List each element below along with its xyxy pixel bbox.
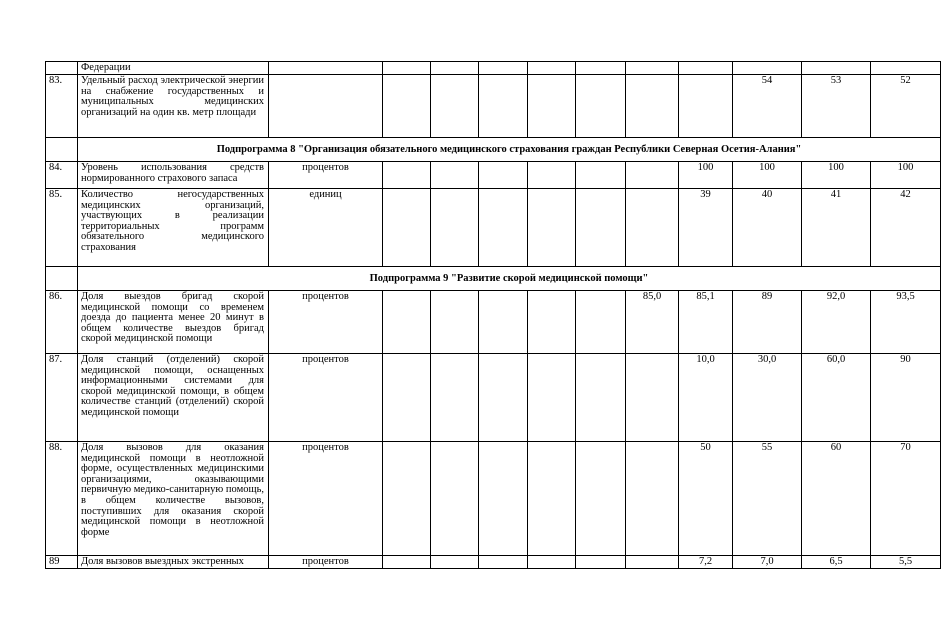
value-cell xyxy=(576,291,626,354)
value-cell xyxy=(383,162,431,189)
value-cell xyxy=(576,62,626,75)
value-cell xyxy=(528,75,576,138)
value-cell: 10,0 xyxy=(679,354,733,442)
value-cell xyxy=(479,162,528,189)
value-cell xyxy=(626,442,679,556)
value-cell xyxy=(431,75,479,138)
value-cell xyxy=(576,75,626,138)
value-cell xyxy=(528,442,576,556)
value-cell xyxy=(576,556,626,569)
value-cell: 89 xyxy=(733,291,802,354)
row-number xyxy=(46,62,78,75)
indicator-description: Доля станций (отделений) скорой медицинской помощи, оснащенных информационными системами для скорой медицинской помощи, в общем количестве станций (отделений) скорой медицинской помощи xyxy=(78,354,269,442)
value-cell xyxy=(479,291,528,354)
value-cell: 52 xyxy=(871,75,941,138)
indicator-description: Уровень использования средств нормированного страхового запаса xyxy=(78,162,269,189)
value-cell xyxy=(431,556,479,569)
value-cell xyxy=(383,556,431,569)
value-cell xyxy=(626,62,679,75)
subprogram-empty-cell xyxy=(46,267,78,291)
table-row xyxy=(46,556,941,569)
value-cell xyxy=(528,354,576,442)
table-row xyxy=(46,291,941,354)
value-cell: 55 xyxy=(733,442,802,556)
value-cell xyxy=(626,354,679,442)
value-cell xyxy=(528,62,576,75)
subprogram-title: Подпрограмма 9 "Развитие скорой медицинской помощи" xyxy=(78,267,941,291)
value-cell: 50 xyxy=(679,442,733,556)
indicator-description: Федерации xyxy=(78,62,269,75)
value-cell: 6,5 xyxy=(802,556,871,569)
value-cell: 100 xyxy=(679,162,733,189)
value-cell xyxy=(626,162,679,189)
value-cell: 85,1 xyxy=(679,291,733,354)
value-cell: 60 xyxy=(802,442,871,556)
table-row xyxy=(46,162,941,189)
unit-cell: процентов xyxy=(269,442,383,556)
subprogram-row xyxy=(46,138,941,162)
table-row xyxy=(46,189,941,267)
indicator-description: Количество негосударственных медицинских организаций, участвующих в реализации территориальных программ обязательного медицинского страхования xyxy=(78,189,269,267)
value-cell xyxy=(479,62,528,75)
value-cell xyxy=(383,291,431,354)
value-cell: 53 xyxy=(802,75,871,138)
indicator-description: Доля вызовов выездных экстренных xyxy=(78,556,269,569)
row-number: 89 xyxy=(46,556,78,569)
value-cell xyxy=(383,62,431,75)
row-number: 83. xyxy=(46,75,78,138)
value-cell xyxy=(479,556,528,569)
indicators-table xyxy=(45,61,941,569)
value-cell xyxy=(528,189,576,267)
value-cell: 93,5 xyxy=(871,291,941,354)
unit-cell xyxy=(269,62,383,75)
value-cell xyxy=(626,75,679,138)
value-cell xyxy=(576,162,626,189)
value-cell: 39 xyxy=(679,189,733,267)
value-cell: 42 xyxy=(871,189,941,267)
indicator-description: Доля вызовов для оказания медицинской помощи в неотложной форме, осуществленных медицинскими организациями, оказывающими первичную медико-санитарную помощь, в общем количестве вызовов, поступивших для оказания скорой медицинской помощи в неотложной форме xyxy=(78,442,269,556)
value-cell xyxy=(679,75,733,138)
unit-cell: процентов xyxy=(269,162,383,189)
value-cell: 100 xyxy=(871,162,941,189)
value-cell xyxy=(383,354,431,442)
value-cell xyxy=(733,62,802,75)
value-cell: 85,0 xyxy=(626,291,679,354)
value-cell: 7,2 xyxy=(679,556,733,569)
value-cell xyxy=(431,291,479,354)
row-number: 85. xyxy=(46,189,78,267)
indicator-description: Удельный расход электрической энергии на снабжение государственных и муниципальных медицинских организаций на один кв. метр площади xyxy=(78,75,269,138)
value-cell xyxy=(383,75,431,138)
table-row xyxy=(46,62,941,75)
subprogram-title: Подпрограмма 8 "Организация обязательного медицинского страхования граждан Республики Северная Осетия-Алания" xyxy=(78,138,941,162)
value-cell xyxy=(528,291,576,354)
value-cell xyxy=(528,556,576,569)
value-cell xyxy=(383,442,431,556)
unit-cell xyxy=(269,75,383,138)
value-cell: 5,5 xyxy=(871,556,941,569)
value-cell: 7,0 xyxy=(733,556,802,569)
value-cell: 54 xyxy=(733,75,802,138)
value-cell xyxy=(528,162,576,189)
unit-cell: единиц xyxy=(269,189,383,267)
unit-cell: процентов xyxy=(269,291,383,354)
indicator-description: Доля выездов бригад скорой медицинской помощи со временем доезда до пациента менее 20 минут в общем количестве выездов бригад скорой медицинской помощи xyxy=(78,291,269,354)
value-cell xyxy=(576,442,626,556)
value-cell xyxy=(431,62,479,75)
subprogram-row xyxy=(46,267,941,291)
value-cell: 41 xyxy=(802,189,871,267)
value-cell: 100 xyxy=(802,162,871,189)
unit-cell: процентов xyxy=(269,354,383,442)
value-cell xyxy=(576,189,626,267)
value-cell xyxy=(626,189,679,267)
value-cell: 40 xyxy=(733,189,802,267)
value-cell: 30,0 xyxy=(733,354,802,442)
value-cell xyxy=(626,556,679,569)
row-number: 87. xyxy=(46,354,78,442)
table-row xyxy=(46,354,941,442)
value-cell: 90 xyxy=(871,354,941,442)
row-number: 86. xyxy=(46,291,78,354)
table-row xyxy=(46,75,941,138)
value-cell xyxy=(479,189,528,267)
value-cell xyxy=(383,189,431,267)
value-cell xyxy=(431,442,479,556)
value-cell xyxy=(431,354,479,442)
value-cell: 60,0 xyxy=(802,354,871,442)
value-cell xyxy=(871,62,941,75)
unit-cell: процентов xyxy=(269,556,383,569)
value-cell: 92,0 xyxy=(802,291,871,354)
value-cell xyxy=(431,162,479,189)
value-cell xyxy=(679,62,733,75)
row-number: 88. xyxy=(46,442,78,556)
table-row xyxy=(46,442,941,556)
value-cell xyxy=(431,189,479,267)
value-cell xyxy=(479,75,528,138)
value-cell xyxy=(576,354,626,442)
value-cell xyxy=(479,442,528,556)
value-cell: 100 xyxy=(733,162,802,189)
row-number: 84. xyxy=(46,162,78,189)
value-cell xyxy=(479,354,528,442)
value-cell: 70 xyxy=(871,442,941,556)
subprogram-empty-cell xyxy=(46,138,78,162)
value-cell xyxy=(802,62,871,75)
